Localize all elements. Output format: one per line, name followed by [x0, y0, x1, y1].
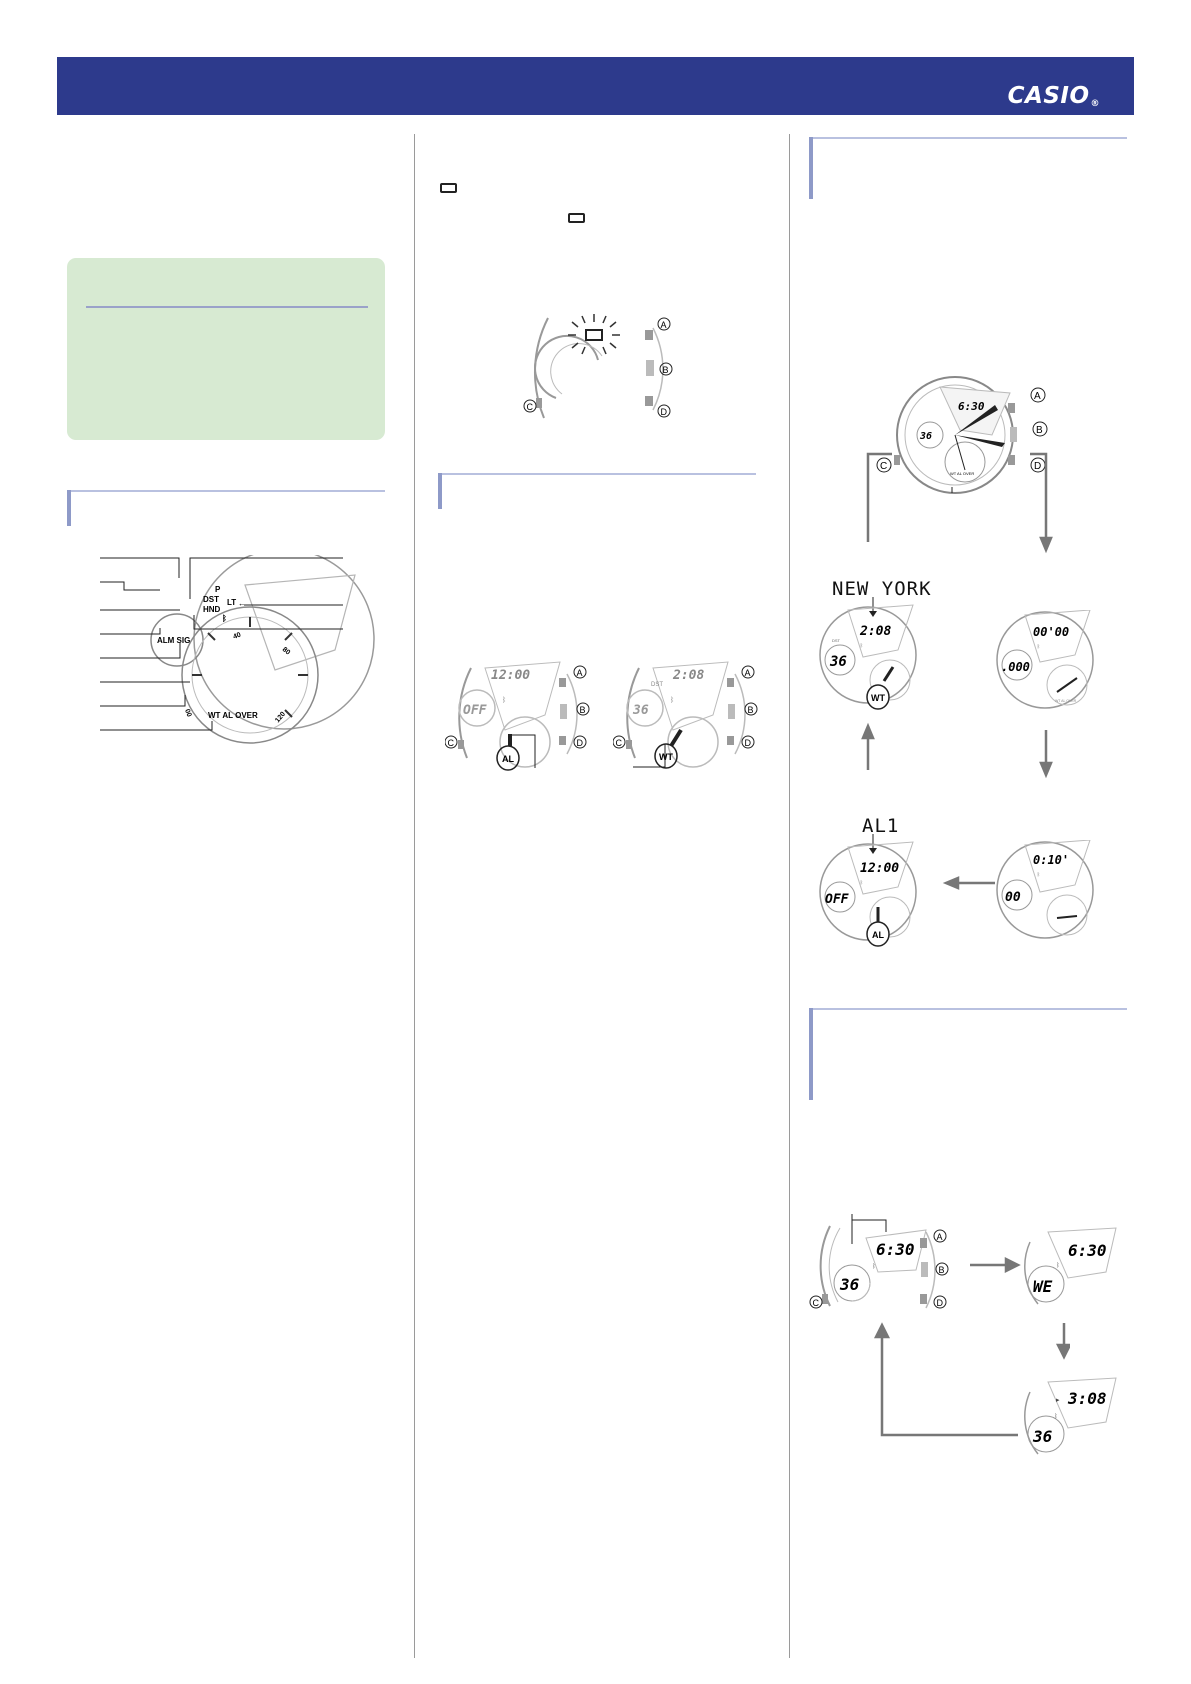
casio-logo: CASIO®: [1007, 83, 1100, 109]
day-display-time: 6:30: [1068, 1241, 1107, 1260]
mode-pointer-hand: [671, 730, 681, 746]
bluetooth-icon: ᛒ: [1054, 1414, 1058, 1420]
hnd-indicator: HND: [203, 605, 221, 614]
dst-indicator: DST: [651, 682, 663, 688]
svg-text:B: B: [579, 705, 586, 715]
button-c-crown: [536, 398, 542, 408]
display-cycle-arrows: [870, 1255, 1070, 1440]
stopwatch-mode-screen: [995, 610, 1105, 720]
alarm-mode-diagram: [445, 660, 615, 780]
bluetooth-icon: ᛒ: [670, 697, 675, 704]
timer-mode-screen: [995, 840, 1105, 950]
column-divider-left: [414, 134, 415, 1658]
page-header: [57, 57, 1134, 115]
battery-icon: [586, 330, 602, 340]
pointer-wt-label: WT: [659, 752, 673, 762]
svg-text:D: D: [744, 738, 751, 748]
stopwatch-time: 00'00: [1033, 625, 1070, 639]
bluetooth-icon: ᛒ: [1056, 1263, 1060, 1269]
column-divider-right: [789, 134, 790, 1658]
timekeeping-time: 6:30: [958, 400, 985, 413]
section-title-modes: [809, 137, 1127, 199]
timer-value: 00: [1005, 890, 1021, 905]
sub-dial-ticks: [192, 617, 308, 717]
mode-indicators: WT AL OVER: [208, 711, 258, 720]
lt-indicator: LT: [227, 598, 237, 607]
svg-text:C: C: [615, 738, 622, 748]
world-time-time: 2:08: [860, 624, 892, 639]
timekeeping-date: 36: [920, 431, 933, 442]
stopwatch-value: .000: [1001, 660, 1030, 674]
svg-text:B: B: [747, 705, 754, 715]
world-time-value: 36: [830, 654, 847, 670]
battery-icon-inline: [568, 213, 585, 223]
bluetooth-icon: ᛒ: [222, 614, 227, 623]
battery-alert-diagram: [518, 310, 680, 428]
indicator-diagram: [100, 555, 400, 760]
svg-text:A: A: [936, 1232, 943, 1242]
pointer-al-label: AL: [502, 754, 514, 764]
home-time-value: 36: [1033, 1427, 1053, 1446]
bluetooth-icon: ᛒ: [860, 880, 864, 886]
svg-text:C: C: [812, 1298, 819, 1308]
world-time-time: 2:08: [673, 668, 705, 683]
bluetooth-icon: ᛒ: [1037, 872, 1041, 878]
home-time-marker: ▸: [1056, 1397, 1060, 1404]
day-display-value: WE: [1033, 1277, 1053, 1296]
timer-time: 0:10': [1033, 853, 1070, 867]
battery-icon: [440, 183, 457, 193]
scale-label-80: 80: [280, 646, 292, 657]
button-b-crown: [646, 360, 654, 376]
alarm-value: OFF: [825, 892, 849, 907]
section-title-indicators: [67, 490, 385, 526]
world-time-mode-diagram: [613, 660, 763, 780]
alarm-time: 12:00: [860, 861, 900, 876]
bluetooth-icon: ᛒ: [502, 697, 507, 704]
button-a-crown: [645, 330, 653, 340]
mode-indicators: WT AL OVER: [950, 471, 975, 476]
svg-text:B: B: [938, 1265, 945, 1275]
scale-label-40: 40: [232, 631, 243, 641]
alarm-number-label: AL1: [862, 815, 900, 837]
pointer-al-label: AL: [872, 930, 884, 940]
svg-text:D: D: [660, 407, 667, 417]
svg-text:D: D: [936, 1298, 943, 1308]
note-box: [67, 258, 385, 440]
svg-text:C: C: [526, 402, 533, 412]
svg-text:A: A: [576, 668, 583, 678]
bluetooth-icon: ᛒ: [872, 1264, 876, 1270]
world-time-setting: 36: [633, 703, 649, 718]
svg-text:D: D: [576, 738, 583, 748]
pointer-wt-label: WT: [871, 693, 885, 703]
minute-hand: [955, 435, 1005, 447]
scale-label-0: 00: [183, 708, 193, 719]
svg-text:B: B: [1036, 425, 1043, 436]
alarm-time: 12:00: [491, 668, 531, 683]
dst-indicator: DST: [203, 595, 219, 604]
arrow-left-icon: ←: [238, 599, 246, 608]
date-display-time: 6:30: [876, 1240, 915, 1259]
button-d-crown: [645, 396, 653, 406]
lcd-window-outline: [245, 575, 355, 670]
svg-text:DST: DST: [832, 638, 840, 643]
note-divider: [86, 306, 368, 308]
section-title-display: [809, 1008, 1127, 1100]
svg-text:D: D: [1034, 461, 1042, 472]
world-time-mode-screen: [818, 595, 928, 715]
bluetooth-icon: ᛒ: [860, 643, 864, 649]
home-time-time: 3:08: [1068, 1389, 1107, 1408]
bluetooth-icon: ᛒ: [1037, 644, 1041, 650]
city-label: NEW YORK: [832, 578, 932, 600]
date-display-value: 36: [840, 1275, 860, 1294]
alarm-mode-screen: [818, 832, 928, 952]
p-indicator: P: [215, 585, 221, 594]
scale-label-120: 120: [274, 710, 288, 725]
svg-text:A: A: [660, 320, 667, 330]
alm-sig-indicator: ALM SIG: [157, 636, 191, 645]
svg-text:WT AL OVER: WT AL OVER: [1055, 699, 1077, 703]
svg-text:C: C: [447, 738, 454, 748]
svg-text:B: B: [662, 365, 669, 375]
section-title-mode-pointer: [438, 473, 756, 509]
svg-text:A: A: [744, 668, 751, 678]
svg-text:A: A: [1034, 391, 1041, 402]
alarm-setting: OFF: [463, 703, 487, 718]
svg-text:C: C: [880, 461, 888, 472]
